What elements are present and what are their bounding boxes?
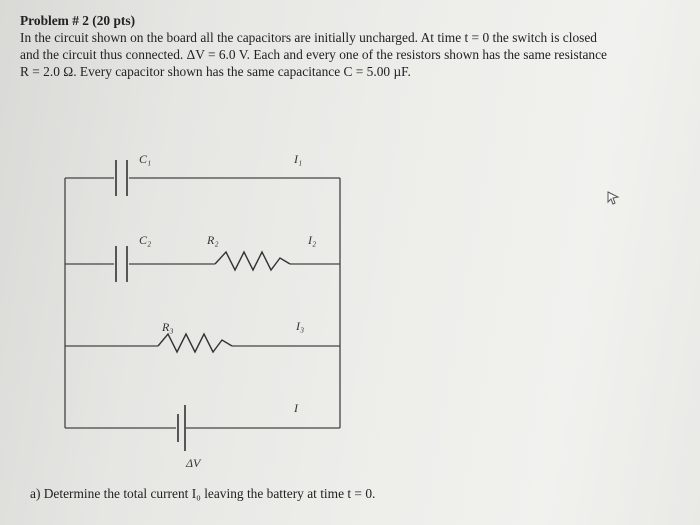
problem-title: Problem # 2 (20 pts) (20, 13, 136, 28)
battery (178, 405, 185, 451)
problem-statement-line-3: R = 2.0 Ω. Every capacitor shown has the same capacitance C = 5.00 µF. (20, 64, 411, 79)
resistor-r3 (158, 334, 232, 352)
label-r3: R₃ (162, 320, 174, 334)
problem-statement-line-2: and the circuit thus connected. ΔV = 6.0 V. Each and every one of the resistors shown has the same resistance (20, 47, 607, 62)
resistor-r2 (215, 252, 290, 270)
problem-statement-line-1: In the circuit shown on the board all the capacitors are initially uncharged. At time t = 0 the switch is closed (20, 30, 597, 45)
label-i: I (294, 401, 298, 415)
label-i3: I₃ (296, 319, 305, 333)
question-a: a) Determine the total current I₀ leaving the battery at time t = 0. (30, 486, 376, 501)
label-c2: C₂ (139, 233, 152, 247)
capacitor-c1 (116, 160, 127, 196)
circuit-wires (65, 178, 340, 428)
pointer-cursor-icon (606, 190, 620, 206)
label-i1: I₁ (294, 152, 303, 166)
label-r2: R₂ (207, 233, 219, 247)
label-battery-voltage: ΔV (186, 456, 201, 470)
capacitor-c2 (116, 246, 127, 282)
label-c1: C₁ (139, 152, 152, 166)
label-i2: I₂ (308, 233, 317, 247)
